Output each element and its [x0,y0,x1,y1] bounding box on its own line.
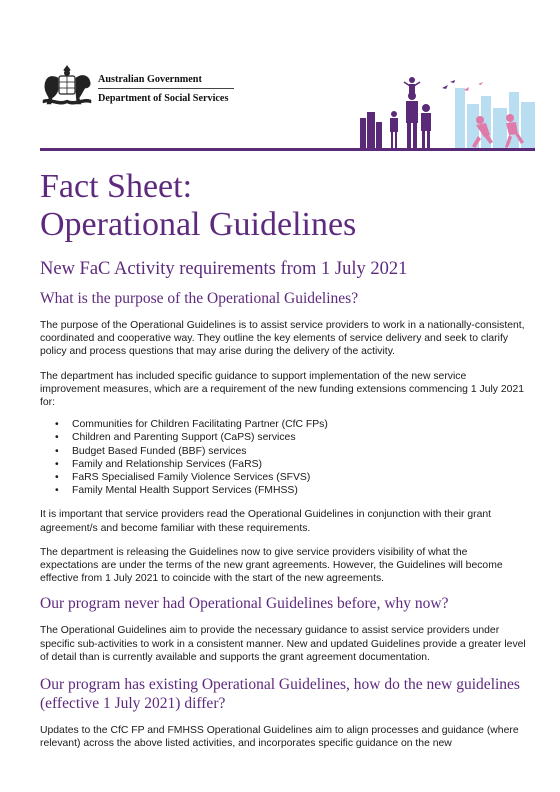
family-city-banner-image [360,74,535,150]
paragraph: The purpose of the Operational Guidelines is to assist service providers to work in a nationally-consistent, coordinated and cooperative way. They outline the key elements of service delivery and seek to clarify policy and process questions that may arise during the delivery of the activity. [40,320,525,358]
list-item: • Communities for Children Facilitating Partner (CfC FPs) [55,419,328,431]
page-title [40,168,526,244]
section-heading-purpose: What is the purpose of the Operational Guidelines? [40,290,359,307]
bullet-dot-icon: • [55,485,59,497]
list-item: • Family Mental Health Support Services (FMHSS) [55,485,298,497]
paragraph: It is important that service providers read the Operational Guidelines in conjunction with their grant agreement/s and become familiar with these requirements. [40,509,492,534]
department-name: Department of Social Services [98,93,229,104]
government-name: Australian Government [98,74,202,85]
bullet-dot-icon: • [55,419,59,431]
coat-of-arms-icon [37,64,97,110]
paragraph: The department is releasing the Guidelines now to give service providers visibility of what the expectations are under the terms of the new grant agreements. However, the Guidelines will become effective from 1 July 2021 to coincide with the start of the new agreements. [40,546,503,585]
list-item: • FaRS Specialised Family Violence Services (SFVS) [55,472,311,484]
bullet-dot-icon: • [55,458,59,470]
paragraph: Updates to the CfC FP and FMHSS Operational Guidelines aim to align processes and guidance (where relevant) across the above listed activities, and incorporates specific guidance on the new [40,725,519,750]
header-divider [98,88,234,89]
paragraph: The Operational Guidelines aim to provide the necessary guidance to assist service providers under specific sub-activities to work in a consistent manner. New and updated Guidelines provide a greater level of detail than is currently available and supports the grant agreement documentation. [40,625,526,663]
header-rule [40,148,535,151]
bullet-dot-icon: • [55,432,59,444]
page-header [0,0,560,152]
list-item: • Family and Relationship Services (FaRS) [55,458,262,470]
list-item: • Budget Based Funded (BBF) services [55,445,247,457]
activity-list [40,418,526,497]
title-line-2: Operational Guidelines [40,206,357,243]
fact-sheet-body [40,168,526,750]
title-line-1: Fact Sheet: [40,168,193,205]
section-heading-differences: Our program has existing Operational Guidelines, how do the new guidelines (effective 1 July 2021) differ? [40,676,520,713]
page-subtitle: New FaC Activity requirements from 1 July 2021 [40,259,408,279]
bullet-dot-icon: • [55,472,59,484]
section-heading-why-now: Our program never had Operational Guidelines before, why now? [40,595,449,613]
bullet-dot-icon: • [55,445,59,457]
paragraph: The department has included specific guidance to support implementation of the new service improvement measures, which are a requirement of the new funding extensions commencing 1 July 2021 for: [40,370,524,409]
list-item: • Children and Parenting Support (CaPS) services [55,432,296,444]
